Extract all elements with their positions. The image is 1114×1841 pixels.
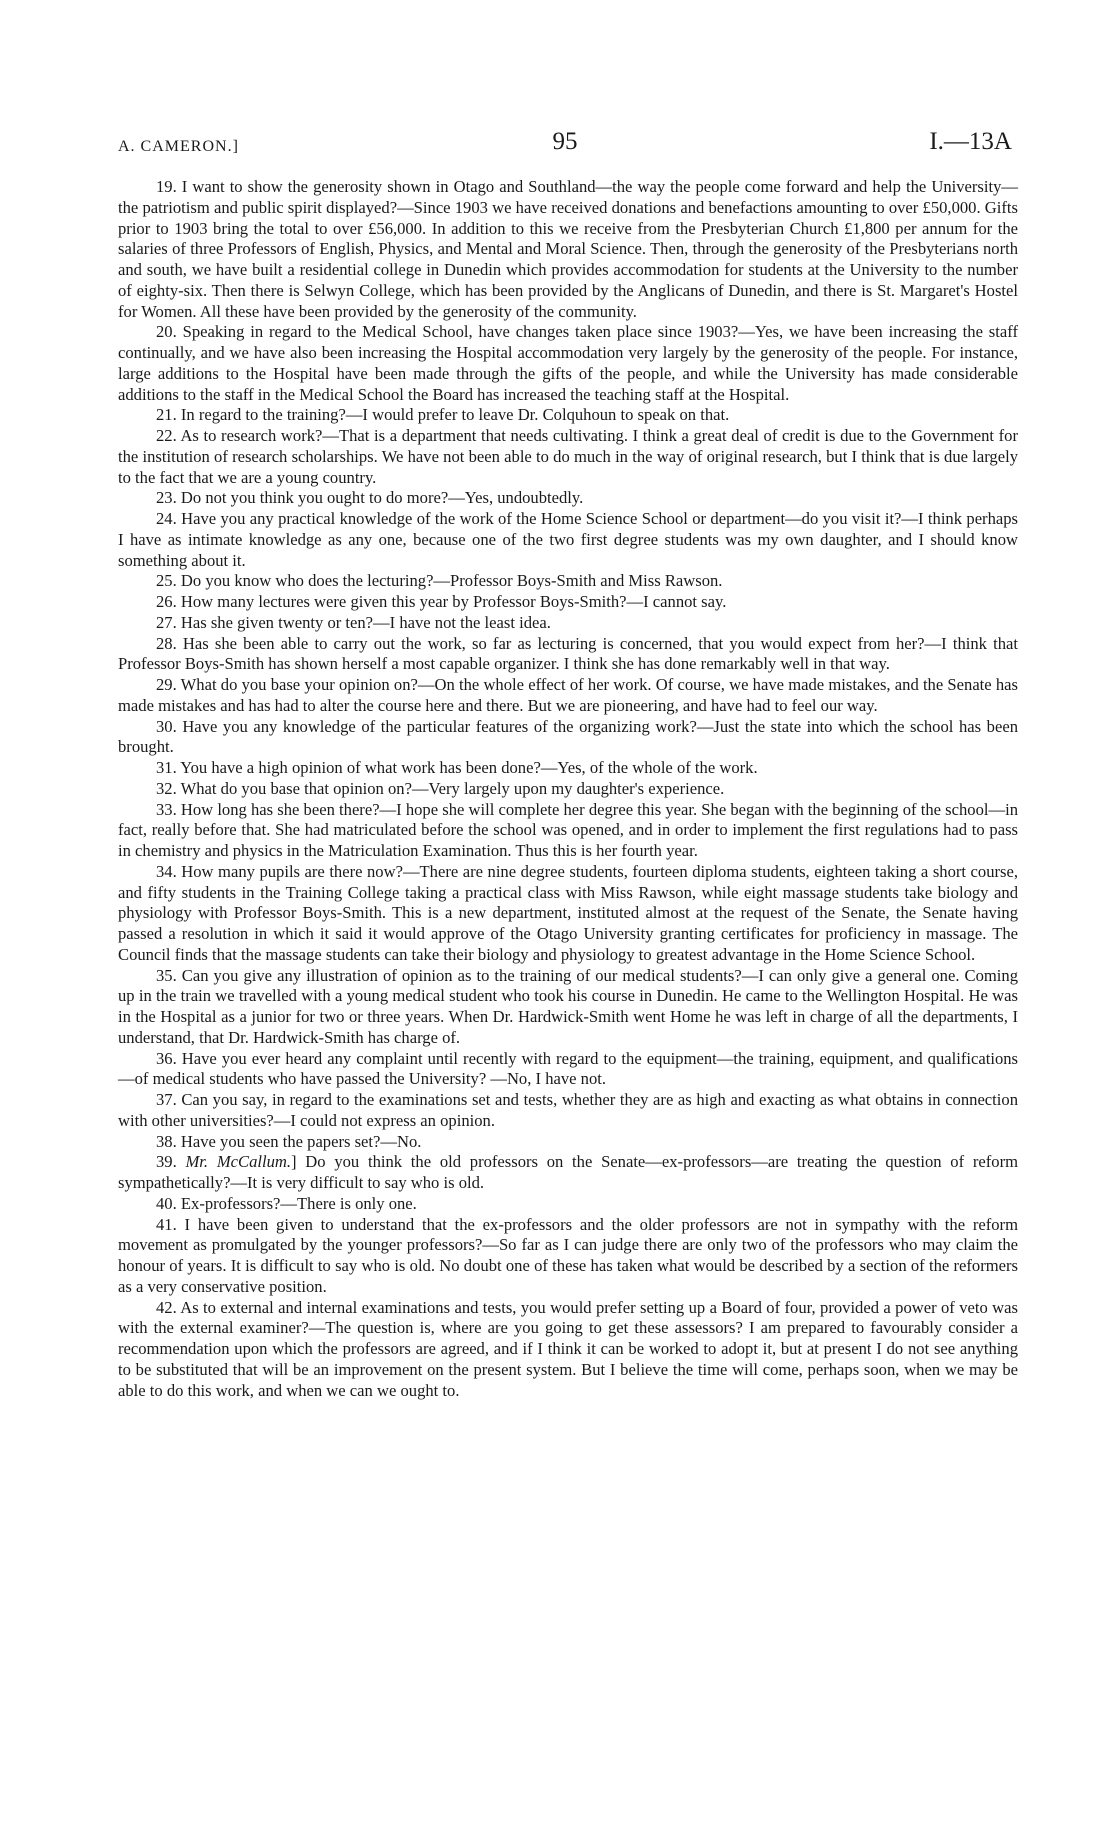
page-header bbox=[118, 128, 1012, 168]
paragraph-26: 26. How many lectures were given this year by Professor Boys-Smith?—I cannot say. bbox=[156, 592, 727, 611]
paragraph-38: 38. Have you seen the papers set?—No. bbox=[156, 1131, 422, 1151]
paper-reference: I.—13A bbox=[929, 128, 1012, 155]
paragraph-21: 21. In regard to the training?—I would prefer to leave Dr. Colquhoun to speak on that. bbox=[156, 405, 730, 425]
page-number: 95 bbox=[552, 128, 578, 155]
paragraph-27: 27. Has she given twenty or ten?—I have not the least idea. bbox=[156, 612, 551, 632]
paragraph-31: 31. You have a high opinion of what work has been done?—Yes, of the whole of the work. bbox=[156, 758, 758, 777]
paragraph-19: 19. I want to show the generosity shown in Otago and Southland—the way the people come forward and help the University—the patriotism and public spirit displayed?—Since 1903 we have received donations and benefactions amounting to over £50,000. Gifts prior to 1903 bring the total to over £56,000. In addition to this we receive from the Presbyterian Church £1,800 per annum for the salaries of three Professors of English, Physics, and Mental and Moral Science. Then, through the generosity of the Presbyterians north and south, we have built a residential college in Dunedin which provides accommodation for students at the University to the number of eighty-six. Then there is Selwyn College, which has been provided by the Anglicans of Dunedin, and there is St. Margaret's Hostel for Women. All these have been provided by the generosity of the community. bbox=[118, 177, 1018, 321]
paragraph-41: 41. I have been given to understand that the ex-professors and the older professors are not in sympathy with the reform movement as promulgated by the younger professors?—So far as I can judge there are only two of the professors who may claim the honour of years. It is difficult to say who is old. No doubt one of these has taken what would be described by a section of the reformers as a very conservative position. bbox=[118, 1214, 1018, 1296]
paragraph-25: 25. Do you know who does the lecturing?—Professor Boys-Smith and Miss Rawson. bbox=[156, 571, 723, 591]
paragraph-33: 33. How long has she been there?—I hope she will complete her degree this year. She began with the beginning of the school—in fact, really before that. She had matriculated before the school was opened, and in order to implement the first regulations had to pass in chemistry and physics in the Matriculation Examination. Thus this is her fourth year. bbox=[118, 799, 1018, 860]
speaker-name: Mr. McCallum. bbox=[185, 1152, 292, 1172]
witness-name: A. CAMERON.] bbox=[118, 138, 239, 155]
paragraph-24: 24. Have you any practical knowledge of the work of the Home Science School or department—do you visit it?—I think perhaps I have as intimate knowledge as any one, because one of the two first degree students was my own daughter, and I should know something about it. bbox=[118, 509, 1018, 570]
paragraph-20: 20. Speaking in regard to the Medical School, have changes taken place since 1903?—Yes, we have been increasing the staff continually, and we have also been increasing the Hospital accommodation very largely by the generosity of the people. For instance, large additions to the Hospital have been made through the gifts of the people, and while the University has made considerable additions to the staff in the Medical School the Board has increased the teaching staff at the Hospital. bbox=[118, 322, 1018, 404]
paragraph-39 bbox=[118, 1152, 1018, 1194]
paragraph-28: 28. Has she been able to carry out the work, so far as lecturing is concerned, that you would expect from her?—I think that Professor Boys-Smith has shown herself a most capable organizer. I think she has done remarkably well in that way. bbox=[118, 633, 1018, 674]
paragraph-39-text: ] Do you think the old professors on the Senate—ex-professors—are treating the question of reform sympathetically?—It is very difficult to say who is old. bbox=[118, 1152, 1018, 1192]
paragraph-40: 40. Ex-professors?—There is only one. bbox=[156, 1193, 417, 1213]
paragraph-29: 29. What do you base your opinion on?—On the whole effect of her work. Of course, we have made mistakes, and the Senate has made mistakes and has had to alter the course here and there. But we are pioneering, and have had to feel our way. bbox=[118, 675, 1018, 715]
paragraph-23: 23. Do not you think you ought to do more?—Yes, undoubtedly. bbox=[156, 488, 584, 508]
paragraph-22: 22. As to research work?—That is a department that needs cultivating. I think a great deal of credit is due to the Government for the institution of research scholarships. We have not been able to do much in the way of original research, but I think that is due largely to the fact that we are a young country. bbox=[118, 426, 1018, 487]
paragraph-42: 42. As to external and internal examinations and tests, you would prefer setting up a Board of four, provided a power of veto was with the external examiner?—The question is, where are you going to get these assessors? I am prepared to favourably consider a recommendation upon which the professors are agreed, and if I think it can be worked to adopt it, but at present I do not see anything to be substituted that will be an improvement on the present system. But I believe the time will come, perhaps soon, when we may be able to do this work, and when we can we ought to. bbox=[118, 1297, 1018, 1400]
paragraph-32: 32. What do you base that opinion on?—Very largely upon my daughter's experience. bbox=[156, 778, 725, 798]
question-number: 39. bbox=[156, 1152, 186, 1172]
paragraph-34: 34. How many pupils are there now?—There are nine degree students, fourteen diploma students, eighteen taking a short course, and fifty students in the Training College taking a practical class with Miss Rawson, while eight massage students take biology and physiology with Professor Boys-Smith. This is a new department, instituted almost at the request of the Senate, the Senate having passed a resolution in which it said it would approve of the Otago University granting certificates for proficiency in massage. The Council finds that the massage students can take their biology and physiology to greatest advantage in the Home Science School. bbox=[118, 861, 1018, 964]
paragraph-37: 37. Can you say, in regard to the examinations set and tests, whether they are as high and exacting as what obtains in connection with other universities?—I could not express an opinion. bbox=[118, 1090, 1018, 1130]
document-body bbox=[118, 177, 1018, 1401]
paragraph-35: 35. Can you give any illustration of opinion as to the training of our medical students?—I can only give a general one. Coming up in the train we travelled with a young medical student who took his course in Dunedin. He came to the Wellington Hospital. He was in the Hospital as a junior for two or three years. When Dr. Hardwick-Smith went Home he was left in charge of all the departments, I understand, that Dr. Hardwick-Smith has charge of. bbox=[118, 965, 1018, 1047]
paragraph-36: 36. Have you ever heard any complaint until recently with regard to the equipment—the training, equipment, and qualifications—of medical students who have passed the University? —No, I have not. bbox=[118, 1048, 1018, 1089]
paragraph-30: 30. Have you any knowledge of the particular features of the organizing work?—Just the state into which the school has been brought. bbox=[118, 716, 1018, 757]
